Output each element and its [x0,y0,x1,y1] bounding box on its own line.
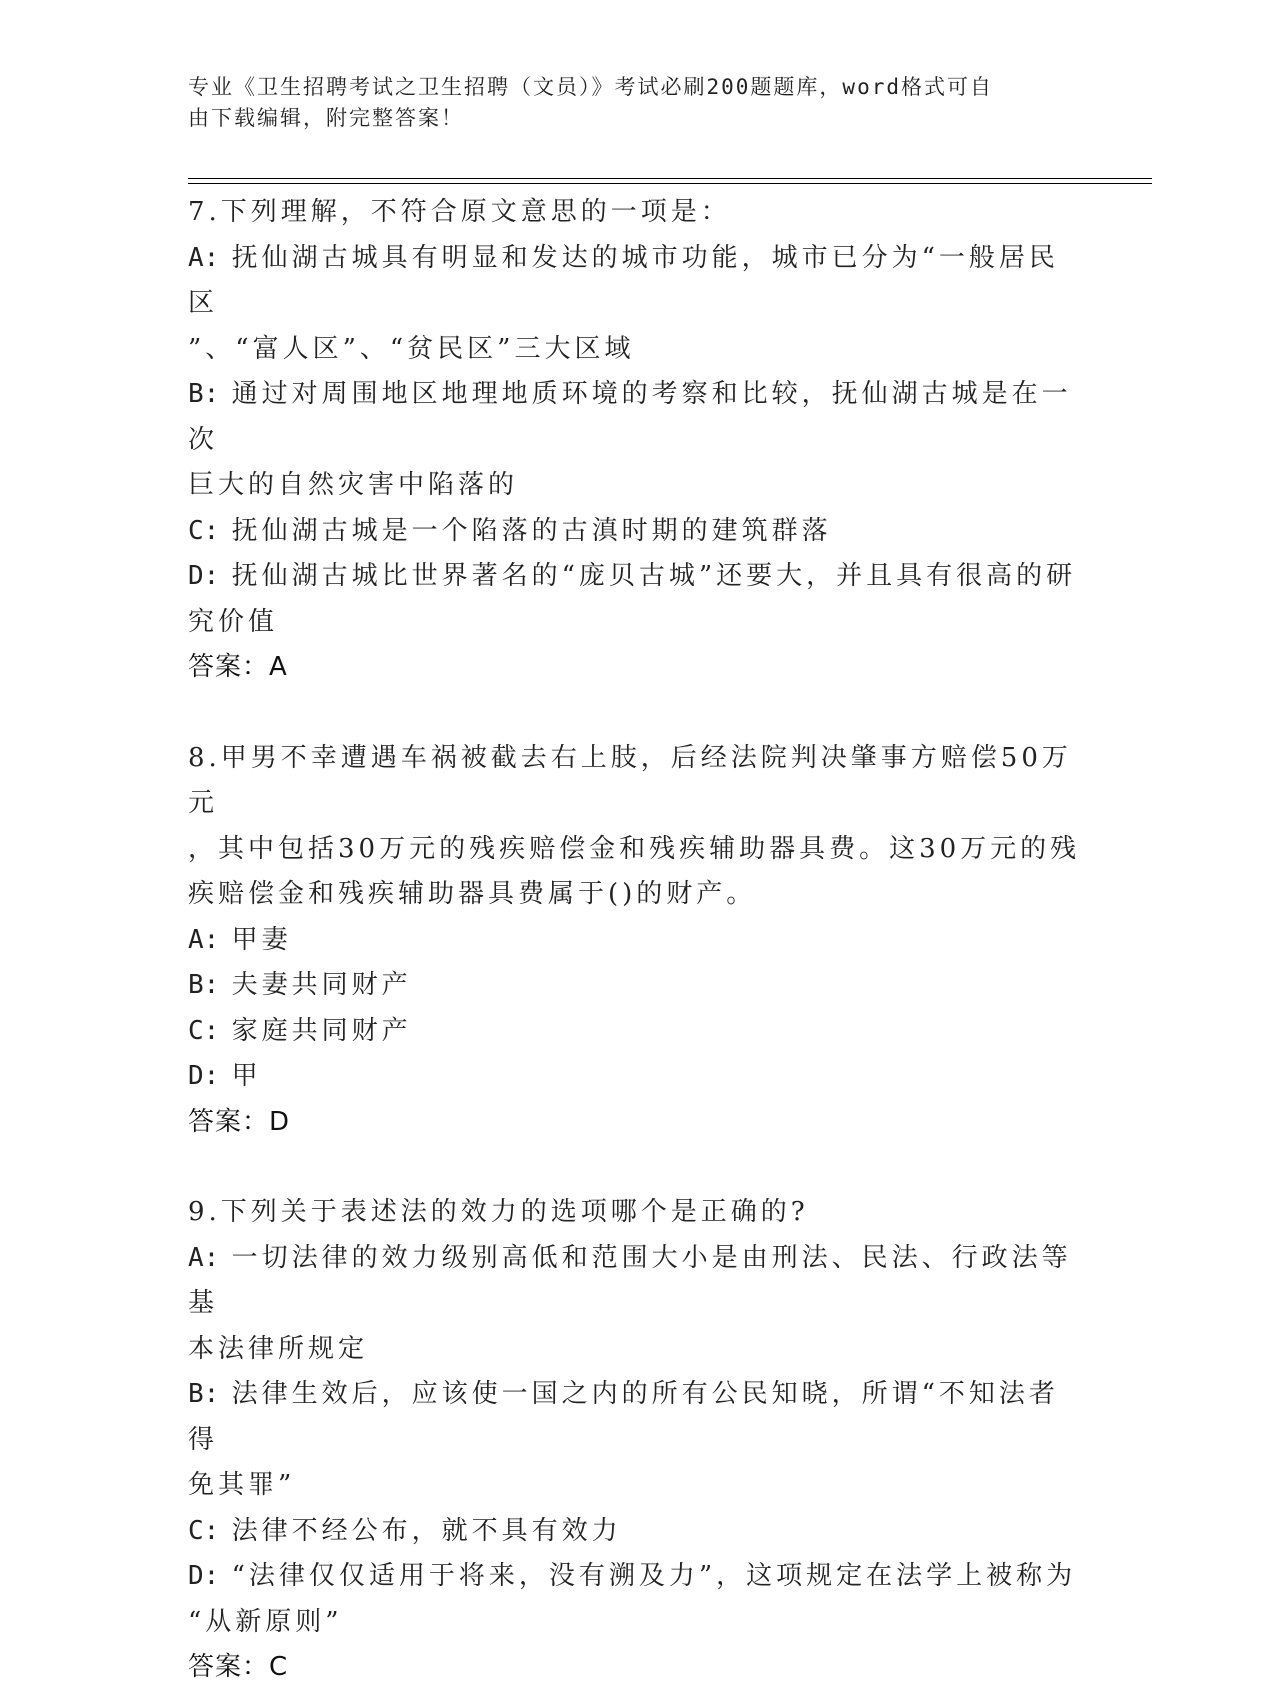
option-text: 通过对周围地区地理地质环境的考察和比较，抚仙湖古城是在一次 [188,379,1072,455]
option-d [188,1054,1088,1100]
header-divider-top [188,178,1152,179]
question-stem: 9.下列关于表述法的效力的选项哪个是正确的? [188,1197,809,1227]
option-text: 抚仙湖古城比世界著名的“庞贝古城”还要大，并且具有很高的研 [231,561,1077,591]
option-b [188,1372,1088,1463]
option-d-continued: “从新原则” [188,1606,343,1637]
header-divider-bottom [188,183,1152,184]
question-list [188,190,1088,1691]
option-text: 抚仙湖古城具有明显和发达的城市功能，城市已分为“一般居民区 [188,242,1059,318]
option-text: 甲妻 [231,924,292,955]
option-text: 夫妻共同财产 [231,970,412,1000]
option-text: “法律仅仅适用于将来，没有溯及力”，这项规定在法学上被称为 [231,1561,1077,1591]
option-a-continued: 本法律所规定 [188,1333,369,1364]
question-7 [188,190,1088,691]
option-b [188,372,1088,463]
option-text: 法律不经公布，就不具有效力 [231,1515,622,1546]
option-letter: A: [188,924,220,955]
option-d [188,554,1088,600]
option-a [188,1236,1088,1327]
option-letter: D: [188,1561,220,1591]
question-stem-continued: ，其中包括30万元的残疾赔偿金和残疾辅助器具费。这30万元的残 [188,833,1081,864]
answer: 答案：A [188,652,288,682]
document-header [188,72,1068,134]
option-letter: C: [188,1015,220,1046]
option-a [188,918,1088,964]
header-line-1: 专业《卫生招聘考试之卫生招聘（文员）》考试必刷200题题库，word格式可自 [188,75,993,99]
option-c [188,509,1088,555]
option-letter: B: [188,970,220,1000]
option-b [188,963,1088,1009]
option-text: 法律生效后，应该使一国之内的所有公民知晓，所谓“不知法者得 [188,1379,1059,1455]
answer: 答案：D [188,1106,291,1137]
question-spacer [188,691,1088,736]
option-text: 抚仙湖古城是一个陷落的古滇时期的建筑群落 [231,515,832,546]
option-letter: A: [188,242,220,273]
question-spacer [188,1145,1088,1190]
option-text: 一切法律的效力级别高低和范围大小是由刑法、民法、行政法等基 [188,1242,1072,1318]
option-letter: C: [188,515,220,546]
option-letter: D: [188,561,220,591]
question-stem-continued: 疾赔偿金和残疾辅助器具费属于()的财产。 [188,879,757,909]
option-letter: C: [188,1515,220,1546]
question-stem: 8.甲男不幸遭遇车祸被截去右上肢，后经法院判决肇事方赔偿50万元 [188,742,1072,818]
answer: 答案：C [188,1652,289,1682]
option-letter: B: [188,1379,220,1409]
option-a-continued: ”、“富人区”、“贫民区”三大区域 [188,333,635,364]
option-c [188,1509,1088,1555]
question-9 [188,1190,1088,1691]
option-letter: D: [188,1061,220,1091]
option-d-continued: 究价值 [188,606,279,637]
option-text: 家庭共同财产 [231,1015,412,1046]
question-stem: 7.下列理解，不符合原文意思的一项是： [188,197,731,227]
option-letter: A: [188,1242,220,1273]
option-c [188,1009,1088,1055]
option-letter: B: [188,379,220,409]
question-8 [188,736,1088,1146]
option-a [188,236,1088,327]
option-text: 甲 [231,1061,262,1091]
option-b-continued: 免其罪” [188,1470,296,1500]
header-line-2: 由下载编辑，附完整答案！ [188,106,464,130]
option-d [188,1554,1088,1600]
option-b-continued: 巨大的自然灾害中陷落的 [188,470,519,500]
